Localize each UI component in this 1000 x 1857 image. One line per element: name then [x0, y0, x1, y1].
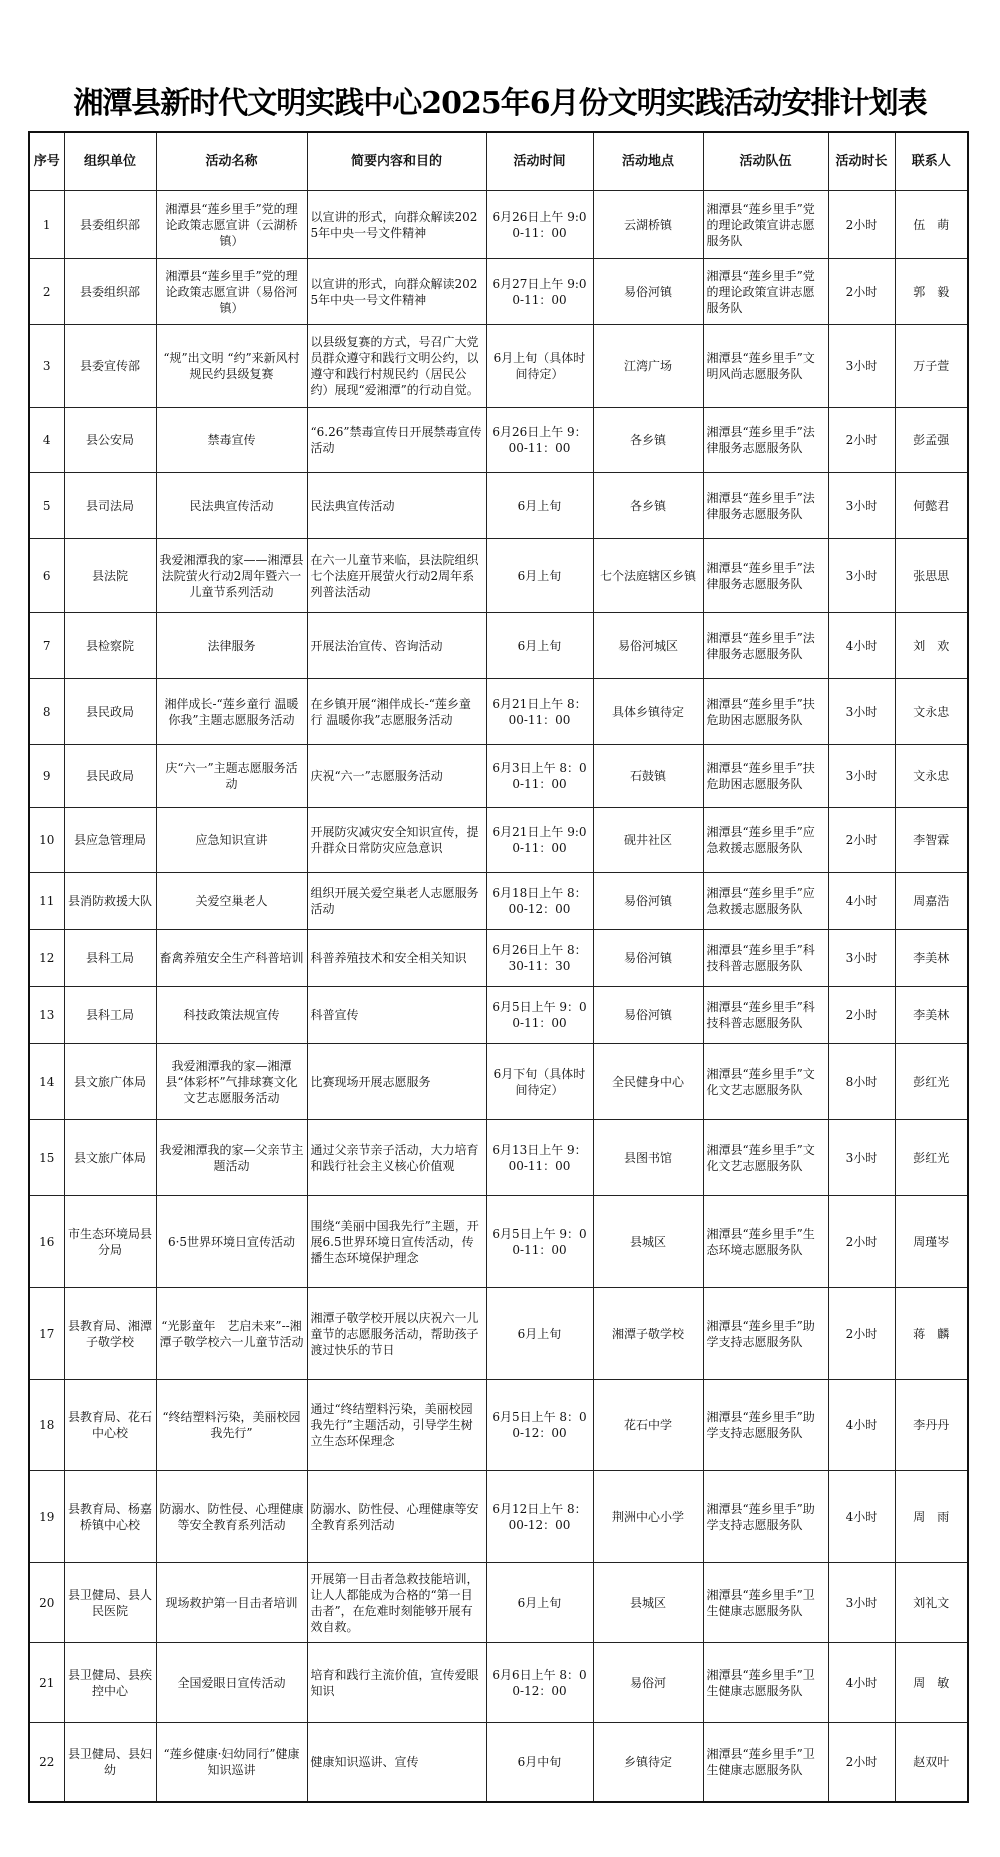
row-no: 11	[29, 873, 64, 930]
row-team: 湘潭县“莲乡里手”科技科普志愿服务队	[703, 987, 828, 1044]
table-row	[29, 745, 968, 808]
row-org: 县卫健局、县人民医院	[64, 1563, 156, 1643]
row-duration: 3小时	[828, 473, 895, 539]
row-org: 县委组织部	[64, 191, 156, 259]
table-header-row	[29, 132, 968, 191]
row-contact: 周瑾岑	[895, 1196, 968, 1288]
table-row	[29, 873, 968, 930]
row-activity-name: “规”出文明 “约”来新风村规民约县级复赛	[156, 325, 307, 408]
row-no: 3	[29, 325, 64, 408]
row-time: 6月上旬	[486, 1288, 593, 1380]
row-time: 6月上旬	[486, 1563, 593, 1643]
header-content: 简要内容和目的	[307, 132, 486, 191]
row-content: 以宣讲的形式，向群众解读2025年中央一号文件精神	[307, 259, 486, 325]
row-no: 17	[29, 1288, 64, 1380]
row-org: 县教育局、花石中心校	[64, 1380, 156, 1471]
row-no: 18	[29, 1380, 64, 1471]
row-place: 易俗河镇	[593, 873, 703, 930]
row-no: 22	[29, 1723, 64, 1802]
row-time: 6月上旬	[486, 613, 593, 679]
row-activity-name: 全国爱眼日宣传活动	[156, 1643, 307, 1723]
row-content: 以宣讲的形式，向群众解读2025年中央一号文件精神	[307, 191, 486, 259]
row-content: 以县级复赛的方式，号召广大党员群众遵守和践行文明公约，以遵守和践行村规民约（居民公约）展现“爱湘潭”的行动自觉。	[307, 325, 486, 408]
row-activity-name: “莲乡健康·妇幼同行”健康知识巡讲	[156, 1723, 307, 1802]
row-content: 开展法治宣传、咨询活动	[307, 613, 486, 679]
row-org: 县教育局、杨嘉桥镇中心校	[64, 1471, 156, 1563]
table-row	[29, 408, 968, 473]
row-time: 6月6日上午 8：00-12：00	[486, 1643, 593, 1723]
row-no: 13	[29, 987, 64, 1044]
row-contact: 周 雨	[895, 1471, 968, 1563]
row-no: 20	[29, 1563, 64, 1643]
row-no: 2	[29, 259, 64, 325]
row-contact: 赵双叶	[895, 1723, 968, 1802]
table-row	[29, 987, 968, 1044]
row-place: 易俗河镇	[593, 987, 703, 1044]
row-contact: 张思思	[895, 539, 968, 613]
row-place: 易俗河	[593, 1643, 703, 1723]
row-no: 21	[29, 1643, 64, 1723]
row-duration: 4小时	[828, 873, 895, 930]
row-content: 湘潭子敬学校开展以庆祝六一儿童节的志愿服务活动，帮助孩子渡过快乐的节日	[307, 1288, 486, 1380]
row-no: 4	[29, 408, 64, 473]
row-no: 15	[29, 1120, 64, 1196]
row-time: 6月上旬（具体时间待定）	[486, 325, 593, 408]
row-org: 县文旅广体局	[64, 1120, 156, 1196]
row-no: 1	[29, 191, 64, 259]
row-duration: 2小时	[828, 1723, 895, 1802]
row-duration: 2小时	[828, 1196, 895, 1288]
row-team: 湘潭县“莲乡里手”卫生健康志愿服务队	[703, 1723, 828, 1802]
row-time: 6月21日上午 8：00-11：00	[486, 679, 593, 745]
row-team: 湘潭县“莲乡里手”文明风尚志愿服务队	[703, 325, 828, 408]
header-duration: 活动时长	[828, 132, 895, 191]
row-team: 湘潭县“莲乡里手”助学支持志愿服务队	[703, 1471, 828, 1563]
row-no: 14	[29, 1044, 64, 1120]
row-team: 湘潭县“莲乡里手”卫生健康志愿服务队	[703, 1643, 828, 1723]
row-org: 县检察院	[64, 613, 156, 679]
row-activity-name: 湘潭县“莲乡里手”党的理论政策志愿宣讲（易俗河镇）	[156, 259, 307, 325]
table-row	[29, 1044, 968, 1120]
row-time: 6月21日上午 9:00-11：00	[486, 808, 593, 873]
row-activity-name: 民法典宣传活动	[156, 473, 307, 539]
row-org: 县应急管理局	[64, 808, 156, 873]
table-body	[29, 191, 968, 1802]
row-team: 湘潭县“莲乡里手”扶危助困志愿服务队	[703, 679, 828, 745]
row-content: 通过“终结塑料污染，美丽校园我先行”主题活动，引导学生树立生态环保理念	[307, 1380, 486, 1471]
row-contact: 何懿君	[895, 473, 968, 539]
row-activity-name: 科技政策法规宣传	[156, 987, 307, 1044]
row-org: 县卫健局、县疾控中心	[64, 1643, 156, 1723]
row-content: 民法典宣传活动	[307, 473, 486, 539]
row-contact: 彭红光	[895, 1120, 968, 1196]
table-row	[29, 325, 968, 408]
header-time: 活动时间	[486, 132, 593, 191]
row-time: 6月5日上午 9：00-11：00	[486, 1196, 593, 1288]
row-content: 科普养殖技术和安全相关知识	[307, 930, 486, 987]
row-duration: 2小时	[828, 259, 895, 325]
table-row	[29, 1643, 968, 1723]
table-row	[29, 1288, 968, 1380]
row-contact: 文永忠	[895, 745, 968, 808]
row-time: 6月26日上午 8：30-11：30	[486, 930, 593, 987]
row-activity-name: 防溺水、防性侵、心理健康等安全教育系列活动	[156, 1471, 307, 1563]
table-row	[29, 191, 968, 259]
row-team: 湘潭县“莲乡里手”卫生健康志愿服务队	[703, 1563, 828, 1643]
row-content: 在六一儿童节来临，县法院组织七个法庭开展萤火行动2周年系列普法活动	[307, 539, 486, 613]
row-team: 湘潭县“莲乡里手”党的理论政策宣讲志愿服务队	[703, 191, 828, 259]
row-duration: 3小时	[828, 539, 895, 613]
row-no: 19	[29, 1471, 64, 1563]
row-org: 县民政局	[64, 679, 156, 745]
row-duration: 2小时	[828, 987, 895, 1044]
row-team: 湘潭县“莲乡里手”助学支持志愿服务队	[703, 1288, 828, 1380]
row-activity-name: 湘潭县“莲乡里手”党的理论政策志愿宣讲（云湖桥镇）	[156, 191, 307, 259]
row-content: 健康知识巡讲、宣传	[307, 1723, 486, 1802]
row-time: 6月3日上午 8：00-11：00	[486, 745, 593, 808]
row-time: 6月中旬	[486, 1723, 593, 1802]
row-org: 市生态环境局县分局	[64, 1196, 156, 1288]
row-org: 县消防救援大队	[64, 873, 156, 930]
row-duration: 4小时	[828, 613, 895, 679]
row-activity-name: 我爱湘潭我的家——湘潭县法院萤火行动2周年暨六一儿童节系列活动	[156, 539, 307, 613]
row-contact: 蒋 麟	[895, 1288, 968, 1380]
row-content: 培育和践行主流价值，宣传爱眼知识	[307, 1643, 486, 1723]
row-content: 组织开展关爱空巢老人志愿服务活动	[307, 873, 486, 930]
row-contact: 周 敏	[895, 1643, 968, 1723]
row-place: 荆洲中心小学	[593, 1471, 703, 1563]
row-team: 湘潭县“莲乡里手”助学支持志愿服务队	[703, 1380, 828, 1471]
row-activity-name: 我爱湘潭我的家—湘潭县“体彩杯”气排球赛文化文艺志愿服务活动	[156, 1044, 307, 1120]
row-place: 七个法庭辖区乡镇	[593, 539, 703, 613]
row-activity-name: 法律服务	[156, 613, 307, 679]
row-team: 湘潭县“莲乡里手”应急救援志愿服务队	[703, 873, 828, 930]
row-place: 云湖桥镇	[593, 191, 703, 259]
row-place: 县图书馆	[593, 1120, 703, 1196]
row-content: “6.26”禁毒宣传日开展禁毒宣传活动	[307, 408, 486, 473]
row-duration: 8小时	[828, 1044, 895, 1120]
row-no: 7	[29, 613, 64, 679]
row-team: 湘潭县“莲乡里手”科技科普志愿服务队	[703, 930, 828, 987]
row-place: 石鼓镇	[593, 745, 703, 808]
row-time: 6月26日上午 9:00-11：00	[486, 191, 593, 259]
row-team: 湘潭县“莲乡里手”生态环境志愿服务队	[703, 1196, 828, 1288]
table-row	[29, 1563, 968, 1643]
row-team: 湘潭县“莲乡里手”文化文艺志愿服务队	[703, 1120, 828, 1196]
row-no: 12	[29, 930, 64, 987]
row-team: 湘潭县“莲乡里手”法律服务志愿服务队	[703, 613, 828, 679]
row-team: 湘潭县“莲乡里手”法律服务志愿服务队	[703, 539, 828, 613]
row-time: 6月18日上午 8：00-12：00	[486, 873, 593, 930]
row-org: 县委组织部	[64, 259, 156, 325]
table-row	[29, 473, 968, 539]
row-duration: 3小时	[828, 1563, 895, 1643]
row-place: 易俗河城区	[593, 613, 703, 679]
row-place: 全民健身中心	[593, 1044, 703, 1120]
row-no: 9	[29, 745, 64, 808]
table-row	[29, 930, 968, 987]
row-no: 16	[29, 1196, 64, 1288]
row-place: 具体乡镇待定	[593, 679, 703, 745]
row-duration: 3小时	[828, 1120, 895, 1196]
row-place: 花石中学	[593, 1380, 703, 1471]
table-row	[29, 1723, 968, 1802]
row-contact: 彭红光	[895, 1044, 968, 1120]
row-content: 科普宣传	[307, 987, 486, 1044]
row-place: 易俗河镇	[593, 259, 703, 325]
row-contact: 郭 毅	[895, 259, 968, 325]
row-contact: 李美林	[895, 930, 968, 987]
row-content: 防溺水、防性侵、心理健康等安全教育系列活动	[307, 1471, 486, 1563]
header-contact: 联系人	[895, 132, 968, 191]
page-title: 湘潭县新时代文明实践中心2025年6月份文明实践活动安排计划表	[73, 86, 927, 121]
row-time: 6月5日上午 9：00-11：00	[486, 987, 593, 1044]
row-time: 6月27日上午 9:00-11：00	[486, 259, 593, 325]
row-time: 6月上旬	[486, 473, 593, 539]
row-no: 10	[29, 808, 64, 873]
activity-plan-table	[28, 131, 969, 1803]
row-time: 6月下旬（具体时间待定）	[486, 1044, 593, 1120]
row-contact: 李智霖	[895, 808, 968, 873]
row-team: 湘潭县“莲乡里手”文化文艺志愿服务队	[703, 1044, 828, 1120]
header-place: 活动地点	[593, 132, 703, 191]
header-team: 活动队伍	[703, 132, 828, 191]
row-activity-name: 6·5世界环境日宣传活动	[156, 1196, 307, 1288]
row-place: 县城区	[593, 1563, 703, 1643]
row-time: 6月26日上午 9：00-11：00	[486, 408, 593, 473]
row-activity-name: “光影童年 艺启未来”--湘潭子敬学校六一儿童节活动	[156, 1288, 307, 1380]
row-contact: 文永忠	[895, 679, 968, 745]
row-duration: 2小时	[828, 808, 895, 873]
table-row	[29, 1196, 968, 1288]
row-team: 湘潭县“莲乡里手”法律服务志愿服务队	[703, 473, 828, 539]
table-row	[29, 808, 968, 873]
row-content: 在乡镇开展“湘伴成长-“莲乡童行 温暖你我”志愿服务活动	[307, 679, 486, 745]
row-duration: 4小时	[828, 1643, 895, 1723]
header-name: 活动名称	[156, 132, 307, 191]
row-activity-name: 应急知识宣讲	[156, 808, 307, 873]
row-place: 湘潭子敬学校	[593, 1288, 703, 1380]
row-org: 县文旅广体局	[64, 1044, 156, 1120]
row-contact: 彭孟强	[895, 408, 968, 473]
row-place: 乡镇待定	[593, 1723, 703, 1802]
row-content: 围绕“美丽中国我先行”主题，开展6.5世界环境日宣传活动，传播生态环境保护理念	[307, 1196, 486, 1288]
row-time: 6月13日上午 9：00-11：00	[486, 1120, 593, 1196]
table-row	[29, 1471, 968, 1563]
row-activity-name: 我爱湘潭我的家—父亲节主题活动	[156, 1120, 307, 1196]
row-contact: 李美林	[895, 987, 968, 1044]
table-row	[29, 1120, 968, 1196]
row-content: 庆祝“六一”志愿服务活动	[307, 745, 486, 808]
row-org: 县科工局	[64, 930, 156, 987]
row-org: 县卫健局、县妇幼	[64, 1723, 156, 1802]
row-contact: 万子萱	[895, 325, 968, 408]
row-no: 5	[29, 473, 64, 539]
row-org: 县委宣传部	[64, 325, 156, 408]
row-place: 各乡镇	[593, 473, 703, 539]
row-activity-name: 庆“六一”主题志愿服务活动	[156, 745, 307, 808]
row-team: 湘潭县“莲乡里手”应急救援志愿服务队	[703, 808, 828, 873]
row-team: 湘潭县“莲乡里手”扶危助困志愿服务队	[703, 745, 828, 808]
row-activity-name: 关爱空巢老人	[156, 873, 307, 930]
header-no: 序号	[29, 132, 64, 191]
row-team: 湘潭县“莲乡里手”党的理论政策宣讲志愿服务队	[703, 259, 828, 325]
row-activity-name: 禁毒宣传	[156, 408, 307, 473]
row-content: 开展第一目击者急救技能培训，让人人都能成为合格的“第一目击者”，在危难时刻能够开展有效自救。	[307, 1563, 486, 1643]
row-content: 通过父亲节亲子活动，大力培育和践行社会主义核心价值观	[307, 1120, 486, 1196]
row-place: 县城区	[593, 1196, 703, 1288]
row-activity-name: 湘伴成长-“莲乡童行 温暖你我”主题志愿服务活动	[156, 679, 307, 745]
row-activity-name: 畜禽养殖安全生产科普培训	[156, 930, 307, 987]
row-duration: 2小时	[828, 1288, 895, 1380]
row-duration: 3小时	[828, 930, 895, 987]
table-row	[29, 1380, 968, 1471]
row-org: 县教育局、湘潭子敬学校	[64, 1288, 156, 1380]
row-org: 县司法局	[64, 473, 156, 539]
row-content: 开展防灾减灾安全知识宣传，提升群众日常防灾应急意识	[307, 808, 486, 873]
row-duration: 4小时	[828, 1380, 895, 1471]
table-row	[29, 539, 968, 613]
row-activity-name: “终结塑料污染，美丽校园我先行”	[156, 1380, 307, 1471]
row-duration: 2小时	[828, 191, 895, 259]
header-org: 组织单位	[64, 132, 156, 191]
row-duration: 2小时	[828, 408, 895, 473]
row-org: 县公安局	[64, 408, 156, 473]
row-duration: 3小时	[828, 679, 895, 745]
row-contact: 刘 欢	[895, 613, 968, 679]
row-no: 6	[29, 539, 64, 613]
row-place: 江湾广场	[593, 325, 703, 408]
table-row	[29, 679, 968, 745]
row-org: 县民政局	[64, 745, 156, 808]
row-org: 县科工局	[64, 987, 156, 1044]
row-place: 各乡镇	[593, 408, 703, 473]
row-time: 6月上旬	[486, 539, 593, 613]
row-contact: 李丹丹	[895, 1380, 968, 1471]
row-duration: 4小时	[828, 1471, 895, 1563]
row-place: 砚井社区	[593, 808, 703, 873]
row-time: 6月12日上午 8：00-12：00	[486, 1471, 593, 1563]
table-row	[29, 613, 968, 679]
row-contact: 刘礼文	[895, 1563, 968, 1643]
row-content: 比赛现场开展志愿服务	[307, 1044, 486, 1120]
row-contact: 周嘉浩	[895, 873, 968, 930]
row-team: 湘潭县“莲乡里手”法律服务志愿服务队	[703, 408, 828, 473]
row-time: 6月5日上午 8：00-12：00	[486, 1380, 593, 1471]
row-org: 县法院	[64, 539, 156, 613]
row-place: 易俗河镇	[593, 930, 703, 987]
row-duration: 3小时	[828, 745, 895, 808]
row-activity-name: 现场救护第一目击者培训	[156, 1563, 307, 1643]
row-duration: 3小时	[828, 325, 895, 408]
row-no: 8	[29, 679, 64, 745]
table-row	[29, 259, 968, 325]
row-contact: 伍 萌	[895, 191, 968, 259]
